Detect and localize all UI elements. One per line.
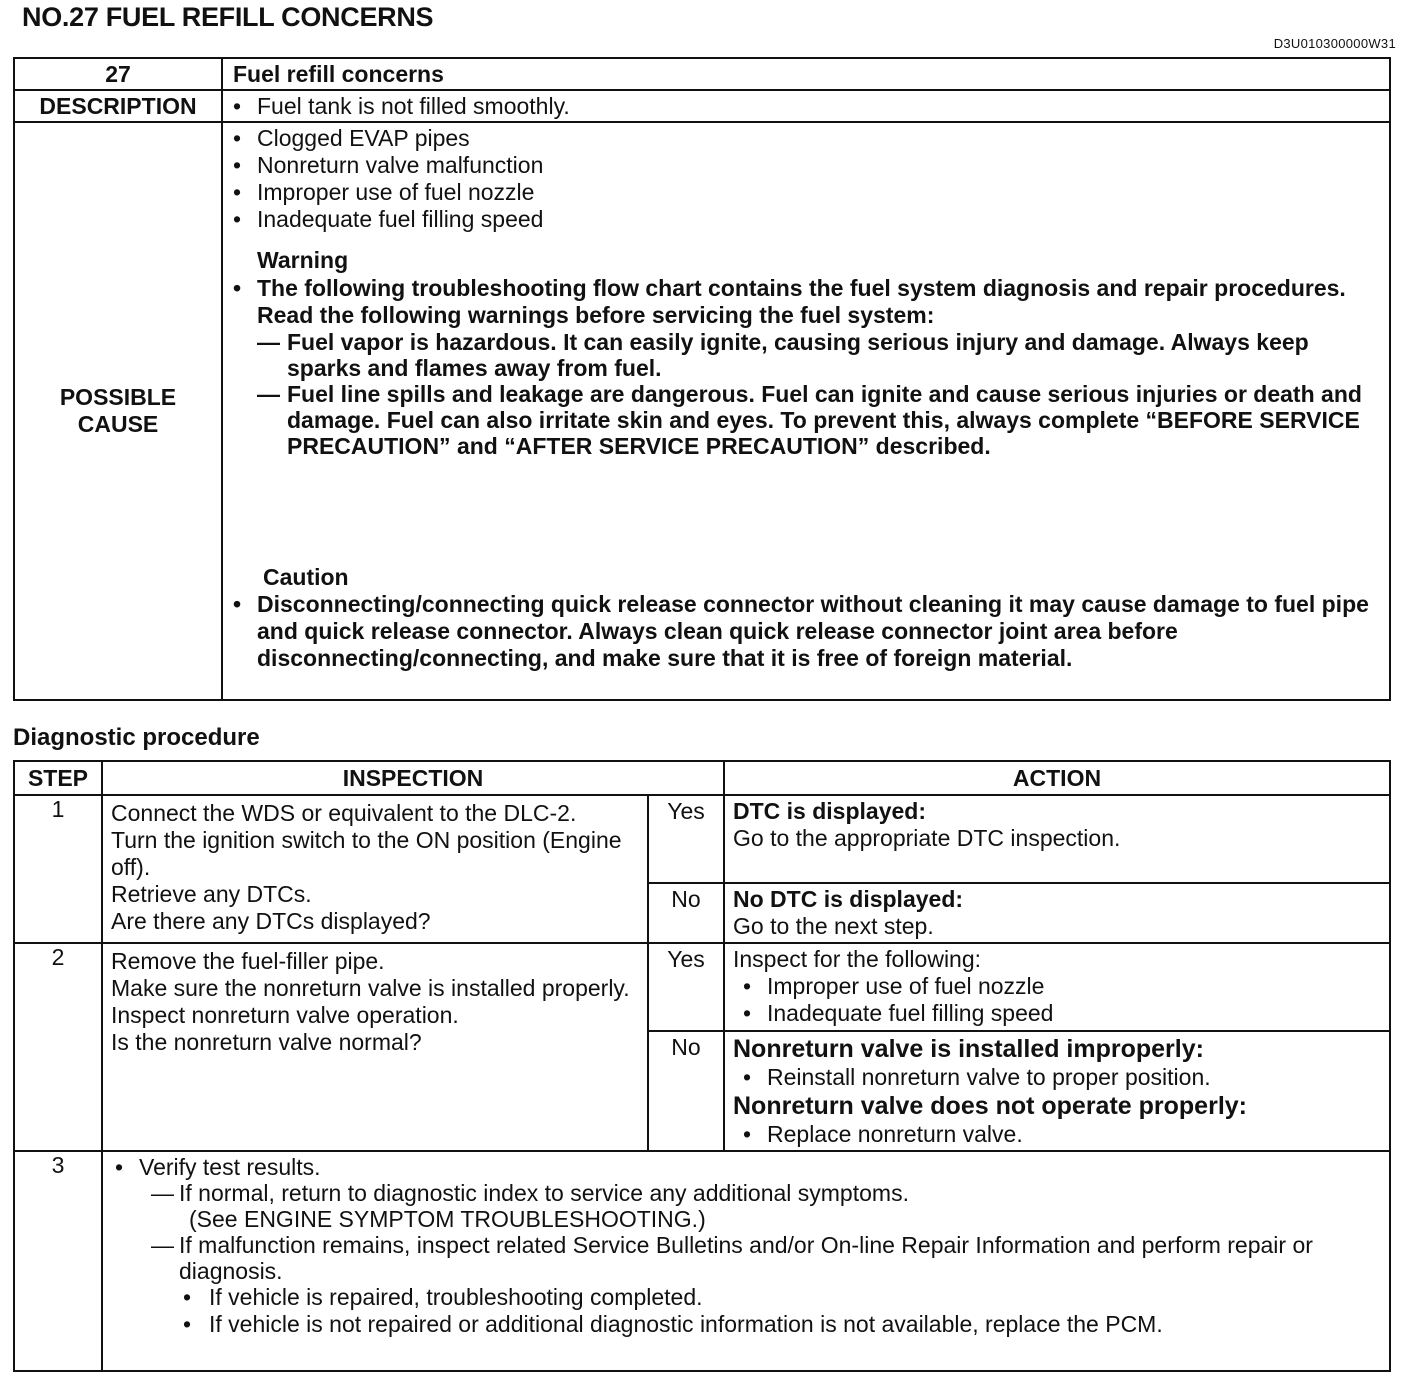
step-3-main: • Verify test results. <box>103 1154 1389 1180</box>
action-heading: Nonreturn valve does not operate properly: <box>733 1092 1247 1120</box>
description-text: • Fuel tank is not filled smoothly. <box>223 93 1389 120</box>
warning-sub-item: — Fuel vapor is hazardous. It can easily ignite, causing serious injury and damage. Always keep sparks and flames away from fuel. <box>257 329 1389 381</box>
action-item: • Replace nonreturn valve. <box>733 1121 1381 1148</box>
cause-item: • Clogged EVAP pipes <box>223 125 1389 152</box>
cause-item: • Improper use of fuel nozzle <box>223 179 1389 206</box>
description-cell <box>222 90 1390 122</box>
inspection-line: Make sure the nonreturn valve is installed properly. <box>111 975 630 1001</box>
step-2-number: 2 <box>14 943 102 1151</box>
step-2-yes-action <box>724 943 1390 1031</box>
cause-list <box>223 125 1389 233</box>
inspection-header: INSPECTION <box>102 761 724 795</box>
document-code: D3U010300000W31 <box>1273 36 1396 51</box>
action-list <box>733 1121 1381 1148</box>
caution-list <box>223 591 1389 672</box>
possible-cause-label <box>14 122 222 700</box>
action-header: ACTION <box>724 761 1390 795</box>
warning-heading: Warning <box>257 247 349 273</box>
cause-item: • Nonreturn valve malfunction <box>223 152 1389 179</box>
description-label: DESCRIPTION <box>14 90 222 122</box>
action-text: Go to the next step. <box>733 913 934 939</box>
overview-table <box>13 57 1391 701</box>
symptom-title: Fuel refill concerns <box>222 58 1390 90</box>
possible-cause-label-line1: POSSIBLE <box>59 384 177 410</box>
symptom-number: 27 <box>14 58 222 90</box>
step-2-no-action <box>724 1031 1390 1151</box>
step-1-yes-action <box>724 795 1390 883</box>
warning-sub-item: — Fuel line spills and leakage are dangerous. Fuel can ignite and cause serious injuries or death and damage. Fuel can also irritate skin and eyes. To prevent this, always complete “BEFORE SERVICE PRECAUTION” and “AFTER SERVICE PRECAUTION” described. <box>257 381 1389 459</box>
step-header: STEP <box>14 761 102 795</box>
inspection-line: Turn the ignition switch to the ON position (Engine off). <box>111 827 622 880</box>
inspection-line: Remove the fuel-filler pipe. <box>111 948 385 974</box>
procedure-header-row <box>14 761 1390 795</box>
step-3-content <box>102 1151 1390 1371</box>
possible-cause-cell <box>222 122 1390 700</box>
action-heading: DTC is displayed: <box>733 798 926 824</box>
step-1-yes-row <box>14 795 1390 883</box>
action-heading: No DTC is displayed: <box>733 886 964 912</box>
section-title: Diagnostic procedure <box>13 724 260 751</box>
step-1-inspection <box>102 795 648 943</box>
step-1-no-label: No <box>648 883 724 943</box>
step-3-number: 3 <box>14 1151 102 1371</box>
step-2-inspection <box>102 943 648 1151</box>
possible-cause-row <box>14 122 1390 700</box>
caution-heading: Caution <box>263 564 349 590</box>
description-row <box>14 90 1390 122</box>
warning-main-item <box>223 275 1389 459</box>
action-heading: Nonreturn valve is installed improperly: <box>733 1035 1204 1063</box>
possible-cause-label-line2: CAUSE <box>77 411 159 437</box>
step-3-normal-ref: (See ENGINE SYMPTOM TROUBLESHOOTING.) <box>189 1206 706 1232</box>
warning-list <box>223 275 1389 459</box>
action-text: Inspect for the following: <box>733 946 982 972</box>
page-title: NO.27 FUEL REFILL CONCERNS <box>22 2 434 32</box>
inspection-line: Is the nonreturn valve normal? <box>111 1029 422 1055</box>
step-1-yes-label: Yes <box>648 795 724 883</box>
overview-header-row <box>14 58 1390 90</box>
diagnostic-procedure-table <box>13 760 1391 1372</box>
warning-main-text: The following troubleshooting flow chart contains the fuel system diagnosis and repair procedures. Read the following warnings before servicing the fuel system: <box>257 275 1346 328</box>
inspection-line: Inspect nonreturn valve operation. <box>111 1002 459 1028</box>
inspection-line: Retrieve any DTCs. <box>111 881 312 907</box>
step-3-normal: — If normal, return to diagnostic index to service any additional symptoms. <box>103 1180 1389 1206</box>
inspection-line: Are there any DTCs displayed? <box>111 908 431 934</box>
action-list <box>733 1064 1381 1091</box>
action-item: • Improper use of fuel nozzle <box>733 973 1381 1000</box>
step-3-sub-item: • If vehicle is not repaired or additional diagnostic information is not available, replace the PCM. <box>103 1311 1389 1338</box>
action-list <box>733 973 1381 1027</box>
step-2-yes-row <box>14 943 1390 1031</box>
step-2-no-label: No <box>648 1031 724 1151</box>
step-1-no-action <box>724 883 1390 943</box>
step-3-sub-item: • If vehicle is repaired, troubleshooting completed. <box>103 1284 1389 1311</box>
step-1-number: 1 <box>14 795 102 943</box>
caution-item: • Disconnecting/connecting quick release connector without cleaning it may cause damage to fuel pipe and quick release connector. Always clean quick release connector joint area before disconnecting/connecting, and make sure that it is free of foreign material. <box>223 591 1389 672</box>
cause-item: • Inadequate fuel filling speed <box>223 206 1389 233</box>
step-3-row <box>14 1151 1390 1371</box>
step-3-malfunction: — If malfunction remains, inspect related Service Bulletins and/or On-line Repair Information and perform repair or diagnosis. <box>103 1232 1389 1284</box>
warning-sub-list <box>257 329 1389 459</box>
step-2-yes-label: Yes <box>648 943 724 1031</box>
action-text: Go to the appropriate DTC inspection. <box>733 825 1121 851</box>
action-item: • Inadequate fuel filling speed <box>733 1000 1381 1027</box>
action-item: • Reinstall nonreturn valve to proper position. <box>733 1064 1381 1091</box>
inspection-line: Connect the WDS or equivalent to the DLC-2. <box>111 800 577 826</box>
